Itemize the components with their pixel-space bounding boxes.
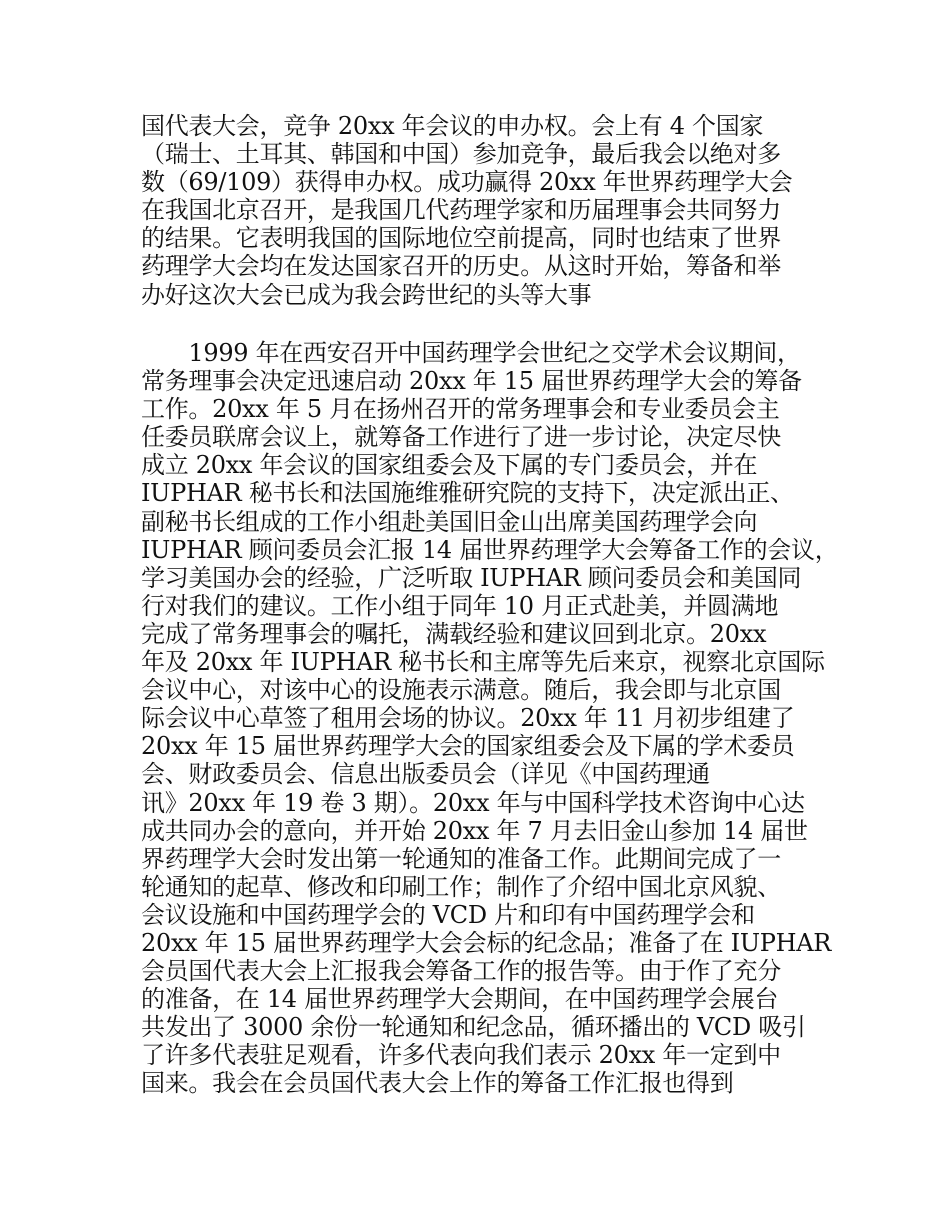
text-line: 任委员联席会议上，就筹备工作进行了进一步讨论，决定尽快 — [141, 423, 781, 452]
text-line: 界药理学大会时发出第一轮通知的准备工作。此期间完成了一 — [141, 844, 781, 873]
text-line: 数（69/109）获得申办权。成功赢得 20xx 年世界药理学大会 — [141, 168, 793, 197]
text-line: 20xx 年 15 届世界药理学大会的国家组委会及下属的学术委员 — [141, 732, 795, 761]
text-line: 的结果。它表明我国的国际地位空前提高，同时也结束了世界 — [141, 224, 781, 253]
text-line: 20xx 年 15 届世界药理学大会会标的纪念品；准备了在 IUPHAR — [141, 928, 832, 957]
text-line: 讯》20xx 年 19 卷 3 期）。20xx 年与中国科学技术咨询中心达 — [141, 788, 805, 817]
text-line: 办好这次大会已成为我会跨世纪的头等大事 — [141, 280, 592, 309]
text-line: 行对我们的建议。工作小组于同年 10 月正式赴美，并圆满地 — [141, 591, 779, 620]
text-line: 会议设施和中国药理学会的 VCD 片和印有中国药理学会和 — [141, 900, 755, 929]
text-line: 际会议中心草签了租用会场的协议。20xx 年 11 月初步组建了 — [141, 704, 795, 733]
text-line: 工作。20xx 年 5 月在扬州召开的常务理事会和专业委员会主 — [141, 395, 780, 424]
text-line: IUPHAR 顾问委员会汇报 14 届世界药理学大会筹备工作的会议， — [141, 535, 839, 564]
text-line: 副秘书长组成的工作小组赴美国旧金山出席美国药理学会向 — [141, 507, 758, 536]
text-line: 国来。我会在会员国代表大会上作的筹备工作汇报也得到 — [141, 1069, 734, 1098]
text-line: 药理学大会均在发达国家召开的历史。从这时开始，筹备和举 — [141, 252, 781, 281]
text-line: 成立 20xx 年会议的国家组委会及下属的专门委员会，并在 — [141, 451, 758, 480]
text-line: （瑞士、土耳其、韩国和中国）参加竞争，最后我会以绝对多 — [141, 140, 781, 169]
text-line: 轮通知的起草、修改和印刷工作；制作了介绍中国北京风貌、 — [141, 872, 781, 901]
text-line: 会、财政委员会、信息出版委员会（详见《中国药理通 — [141, 760, 710, 789]
text-line: 成共同办会的意向，并开始 20xx 年 7 月去旧金山参加 14 届世 — [141, 816, 808, 845]
paragraph-2 — [141, 339, 839, 1098]
text-line: 国代表大会，竞争 20xx 年会议的申办权。会上有 4 个国家 — [141, 112, 764, 140]
text-line: 学习美国办会的经验，广泛听取 IUPHAR 顾问委员会和美国同 — [141, 563, 802, 592]
text-line: 年及 20xx 年 IUPHAR 秘书长和主席等先后来京，视察北京国际 — [141, 648, 825, 677]
text-line: 了许多代表驻足观看，许多代表向我们表示 20xx 年一定到中 — [141, 1041, 781, 1070]
text-line: IUPHAR 秘书长和法国施维雅研究院的支持下，决定派出正、 — [141, 479, 794, 508]
text-line: 1999 年在西安召开中国药理学会世纪之交学术会议期间， — [141, 339, 801, 367]
text-line: 常务理事会决定迅速启动 20xx 年 15 届世界药理学大会的筹备 — [141, 367, 802, 396]
text-line: 会员国代表大会上汇报我会筹备工作的报告等。由于作了充分 — [141, 957, 781, 986]
text-line: 完成了常务理事会的嘱托，满载经验和建议回到北京。20xx — [141, 619, 767, 648]
paragraph-1 — [141, 112, 821, 309]
text-line: 的准备，在 14 届世界药理学大会期间，在中国药理学会展台 — [141, 985, 779, 1014]
text-line: 会议中心，对该中心的设施表示满意。随后，我会即与北京国 — [141, 676, 781, 705]
text-line: 共发出了 3000 余份一轮通知和纪念品，循环播出的 VCD 吸引 — [141, 1013, 806, 1042]
text-line: 在我国北京召开，是我国几代药理学家和历届理事会共同努力 — [141, 196, 781, 225]
